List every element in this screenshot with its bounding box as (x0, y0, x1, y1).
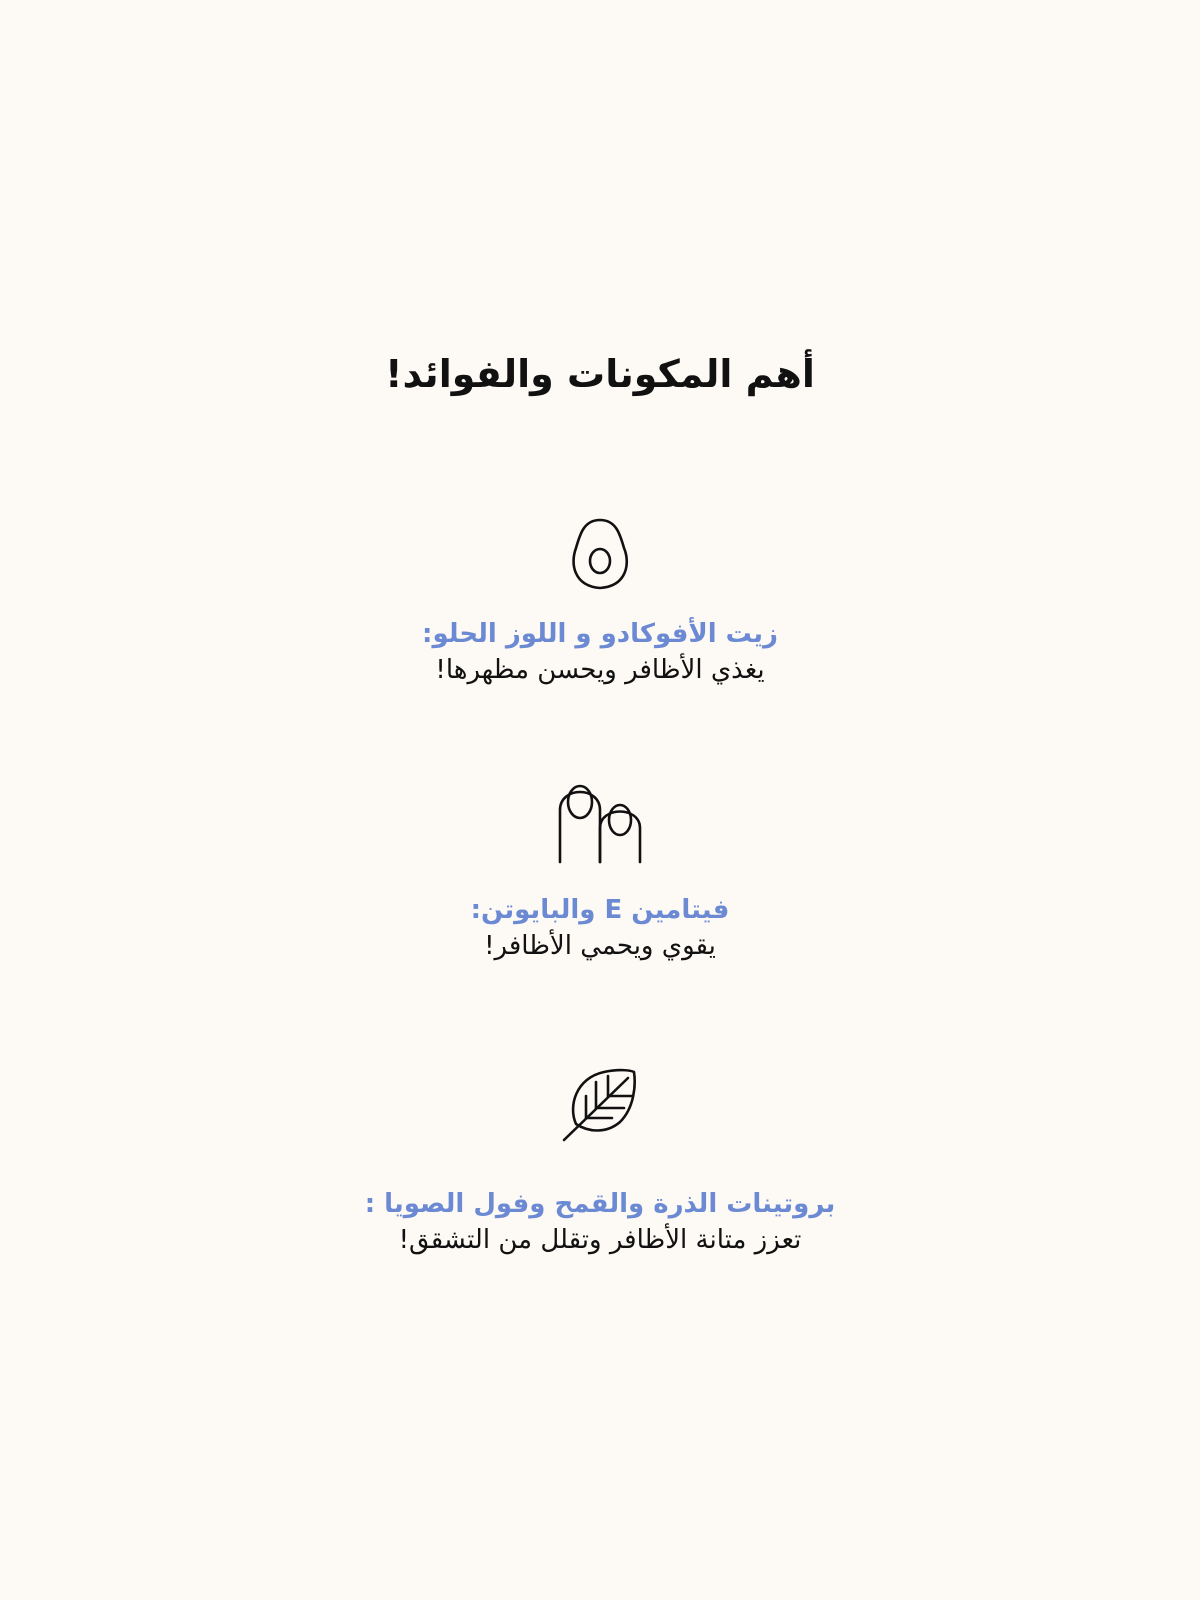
ingredient-description: تعزز متانة الأظافر وتقلل من التشقق! (398, 1225, 802, 1256)
fingernails-icon (556, 780, 644, 864)
ingredient-description: يقوي ويحمي الأظافر! (484, 931, 716, 962)
leaf-icon (562, 1066, 638, 1142)
ingredient-item-proteins (0, 1066, 1200, 1259)
avocado-icon (568, 516, 632, 592)
ingredient-label: زيت الأفوكادو و اللوز الحلو: (422, 619, 778, 649)
page-title: أهم المكونات والفوائد! (385, 352, 815, 396)
ingredient-label: بروتينات الذرة والقمح وفول الصويا : (364, 1189, 836, 1219)
ingredient-item-avocado (0, 516, 1200, 689)
ingredient-description: يغذي الأظافر ويحسن مظهرها! (435, 655, 765, 686)
ingredient-item-vitamins (0, 780, 1200, 965)
ingredient-label: فيتامين E والبايوتن: (470, 895, 730, 925)
